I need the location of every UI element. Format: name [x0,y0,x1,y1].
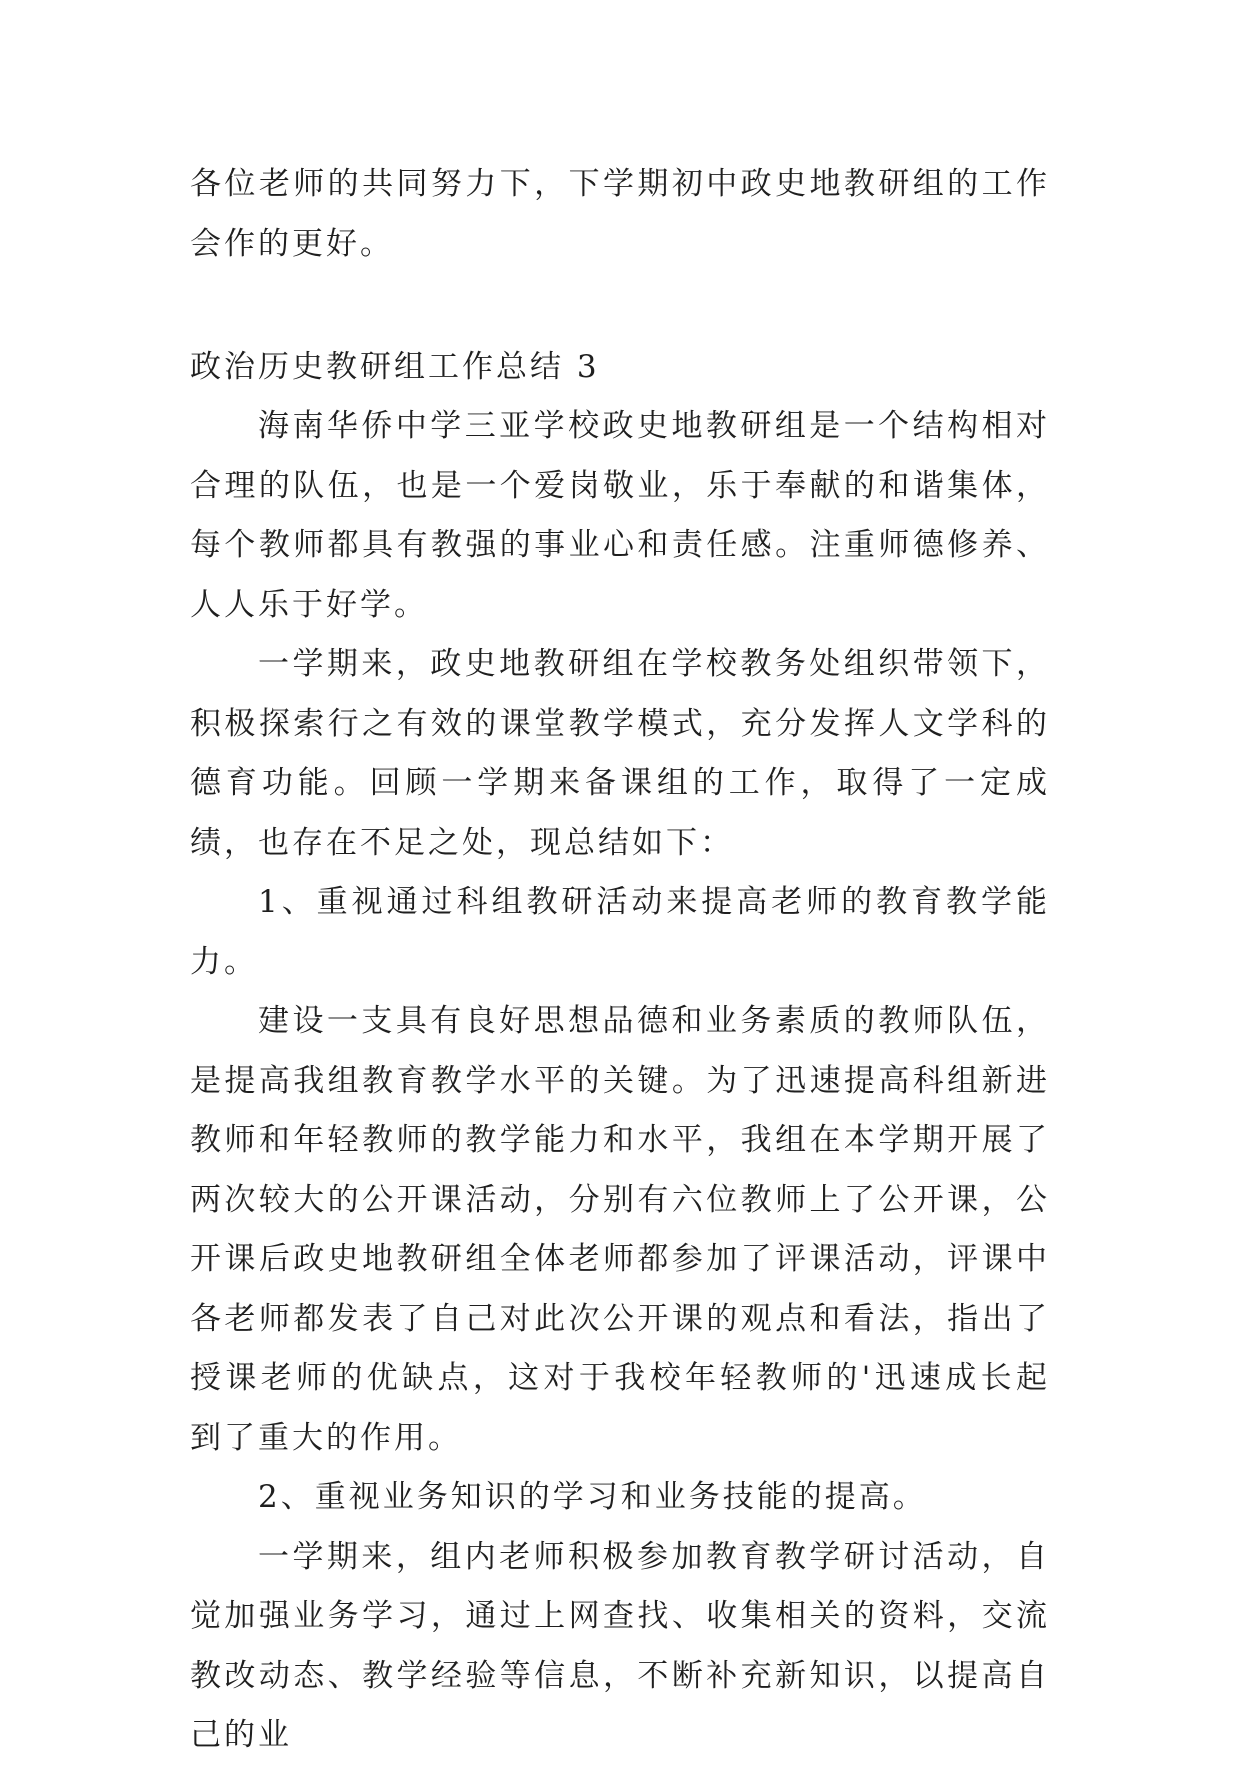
section-heading-block [190,338,1050,398]
body-paragraph: 一学期来，政史地教研组在学校教务处组织带领下，积极探索行之有效的课堂教学模式，充分发挥人文学科的德育功能。回顾一学期来备课组的工作，取得了一定成绩，也存在不足之处，现总结如下： [190,646,1050,861]
section-body [190,397,1050,1766]
list-item-heading: 2、重视业务知识的学习和业务技能的提高。 [258,1479,927,1515]
body-paragraph: 海南华侨中学三亚学校政史地教研组是一个结构相对合理的队伍，也是一个爱岗敬业，乐于奉献的和谐集体，每个教师都具有教强的事业心和责任感。注重师德修养、人人乐于好学。 [190,408,1050,623]
continuation-paragraph: 各位老师的共同努力下，下学期初中政史地教研组的工作会作的更好。 [190,166,1050,262]
section-heading: 政治历史教研组工作总结 3 [190,349,600,385]
list-item-heading: 1、重视通过科组教研活动来提高老师的教育教学能力。 [190,884,1050,980]
continuation-block [190,155,1050,274]
body-paragraph: 一学期来，组内老师积极参加教育教学研讨活动，自觉加强业务学习，通过上网查找、收集相关的资料，交流教改动态、教学经验等信息，不断补充新知识，以提高自己的业 [190,1538,1050,1753]
body-paragraph: 建设一支具有良好思想品德和业务素质的教师队伍，是提高我组教育教学水平的关键。为了迅速提高科组新进教师和年轻教师的教学能力和水平，我组在本学期开展了两次较大的公开课活动，分别有六位教师上了公开课，公开课后政史地教研组全体老师都参加了评课活动，评课中各老师都发表了自己对此次公开课的观点和看法，指出了授课老师的优缺点，这对于我校年轻教师的'迅速成长起到了重大的作用。 [190,1003,1050,1456]
